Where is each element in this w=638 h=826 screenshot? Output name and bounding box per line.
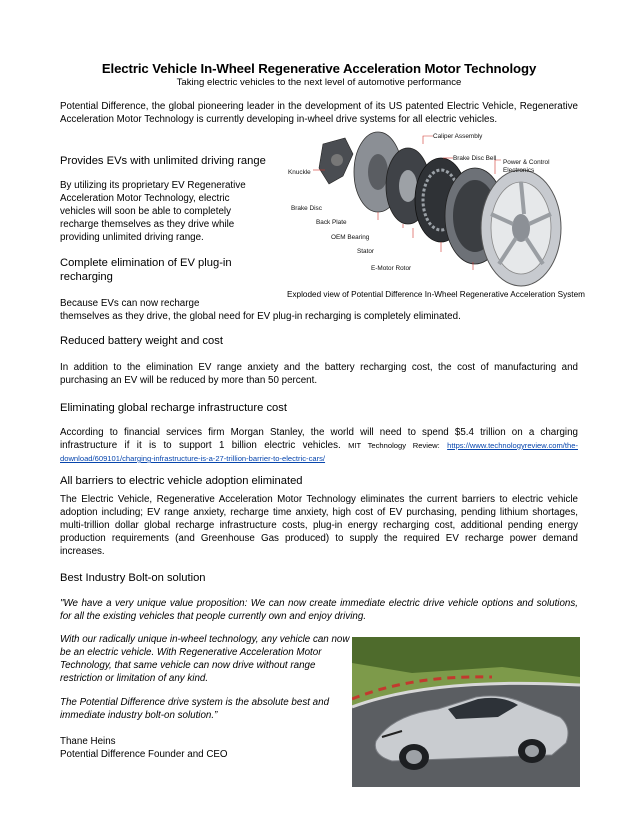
paragraph-unlimited-range: By utilizing its proprietary EV Regenerative Acceleration Motor Technology, electric vehicles will soon be able to completely recharge themselves as they drive while providing unlimited driving range. [60,180,246,243]
label-electronics: Electronics [503,167,535,174]
heading-plugin-elimination: Complete elimination of EV plug-in recharging [60,257,232,283]
quote-paragraph-1: "We have a very unique value proposition: We can now create immediate electric drive vehicle options and solutions, for all the existing vehicles that people currently own and enjoy driving. [60,598,578,622]
label-emotor-rotor: E-Motor Rotor [371,265,412,272]
label-caliper-assembly: Caliper Assembly [433,133,483,140]
paragraph-battery-weight: In addition to the elimination EV range anxiety and the battery recharging cost, the cost of manufacturing and purchasing an EV will be reduced by more than 50 percent. [60,362,578,386]
paragraph-plugin-line2: themselves as they drive, the global need for EV plug-in recharging is completely eliminated. [60,311,461,322]
label-knuckle: Knuckle [288,169,311,176]
heading-infrastructure: Eliminating global recharge infrastructure cost [60,402,287,414]
sports-car-photo [352,637,580,787]
label-stator: Stator [357,248,375,255]
label-power-control: Power & Control [503,159,550,166]
exploded-view-figure [283,124,583,292]
heading-bolt-on: Best Industry Bolt-on solution [60,572,206,584]
heading-barriers: All barriers to electric vehicle adoption eliminated [60,475,303,487]
label-brake-disc-bell: Brake Disc Bell [453,155,497,162]
paragraph-infrastructure [60,426,578,465]
label-oem-bearing: OEM Bearing [331,234,370,241]
label-back-plate: Back Plate [316,219,347,226]
figure-caption: Exploded view of Potential Difference In-Wheel Regenerative Acceleration System [287,290,585,299]
document-title: Electric Vehicle In-Wheel Regenerative Acceleration Motor Technology [101,61,537,76]
wheel-rim-part [481,170,561,286]
heading-battery-weight: Reduced battery weight and cost [60,335,223,347]
paragraph-barriers: The Electric Vehicle, Regenerative Acceleration Motor Technology eliminates the current barriers to electric vehicle adoption including; EV range anxiety, recharge time anxiety, high cost of EV purchasing, pending lithium shortages, multi-trillion dollar global recharge infrastructure costs, plug-in energy recharging cost, additional pending energy production requirements (and Greenhouse Gas produced) to supply the required EV recharge power demand increases. [60,494,578,557]
author-name: Thane Heins [60,736,116,747]
intro-paragraph: Potential Difference, the global pioneering leader in the development of its US patented Electric Vehicle, Regenerative Acceleration Motor Technology is currently developing in-wheel drive systems for all electric vehicles. [60,101,578,125]
infrastructure-body: According to financial services firm Morgan Stanley, the world will need to spend $5.4 trillion on a charging infrastructure if it is to support 1 billion electric vehicles. [60,427,578,451]
source-link[interactable]: https://www.technologyreview.com/the-download/609101/charging-infrastructure-is-a-27-trillion-barrier-to-electric-cars/ [60,441,578,463]
heading-unlimited-range: Provides EVs with unlimited driving range [60,155,266,167]
document-subtitle: Taking electric vehicles to the next level of automotive performance [176,77,462,88]
source-label: MIT Technology Review: [348,441,440,450]
label-brake-disc: Brake Disc [291,205,322,212]
quote-paragraph-2: With our radically unique in-wheel technology, any vehicle can now be an electric vehicle. With Regenerative Acceleration Motor Technology, that same vehicle can now drive without range restriction or limitation of any kind. [60,634,350,684]
knuckle-part [319,138,353,184]
paragraph-plugin-line1: Because EVs can now recharge [60,298,200,309]
quote-paragraph-3: The Potential Difference drive system is the absolute best and immediate industry bolt-on solution.” [60,697,330,721]
author-title: Potential Difference Founder and CEO [60,749,228,760]
